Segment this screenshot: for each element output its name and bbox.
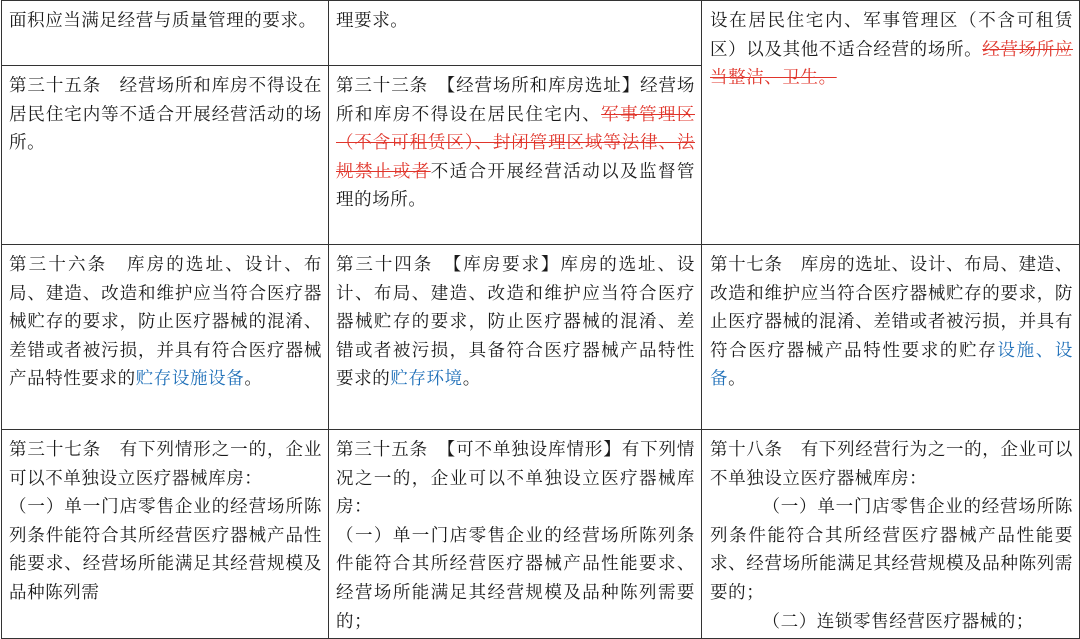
row3-col3-cell [702,245,1080,430]
row4-col2-cell [329,430,702,639]
row3-col1-tail: 。 [244,369,263,390]
table-row [2,1,1080,66]
row1-col2-text: 理要求。 [336,11,409,31]
row4-col1-head: 第三十七条 有下列情形之一的，企业可以不单独设立医疗器械库房： [9,440,322,489]
highlighted-text: 贮存环境 [390,369,463,390]
row2-col2-text-before: 第三十三条 【经营场所和库房选址】经营场所和库房不得设在居民住宅内、 [336,76,695,125]
row2-col2-cell [329,66,702,245]
row4-col3-item2: （二）连锁零售经营医疗器械的； [762,611,1034,632]
row3-col3-tail: 。 [728,369,747,390]
row4-col3-cell [702,430,1080,639]
row2-col1-cell [2,66,329,245]
row4-col2-head: 第三十五条 【可不单独设库情形】有下列情况之一的，企业可以不单独设立医疗器械库房： [336,440,695,518]
row3-col2-tail: 。 [462,369,481,390]
row1-col3-cell [702,1,1080,245]
row4-col2-item1: （一）单一门店零售企业的经营场所陈列条件能符合其所经营医疗器械产品性能要求、经营场所能满足其经营规模及品种陈列需要的； [336,525,695,632]
row1-col3-text: 设在居民住宅内、军事管理区（不含可租赁区）以及其他不适合经营的场所。 [710,11,1073,60]
row1-col1-cell [2,1,329,66]
row2-col1-text: 第三十五条 经营场所和库房不得设在居民住宅内等不适合开展经营活动的场所。 [9,76,322,154]
row1-col2-cell [329,1,702,66]
deleted-text: 军事管理区（不含可租赁区）、封闭管理区域等法律、法规禁止或者 [336,104,695,182]
table-row [2,430,1080,639]
highlighted-text: 贮存设施设备 [135,369,245,390]
table-row [2,245,1080,430]
row3-col1-text: 第三十六条 库房的选址、设计、布局、建造、改造和维护应当符合医疗器械贮存的要求，防止医疗器械的混淆、差错或者被污损，并具有符合医疗器械产品特性要求的 [9,255,322,390]
row3-col1-cell [2,245,329,430]
row3-col2-text: 第三十四条 【库房要求】库房的选址、设计、布局、建造、改造和维护应当符合医疗器械贮存的要求，防止医疗器械的混淆、差错或者被污损，具备符合医疗器械产品特性要求的 [336,255,695,390]
deleted-text: 经营场所应当整洁、卫生。 [710,39,1074,89]
highlighted-text: 设施、设备 [710,340,1074,390]
row4-col1-item1: （一）单一门店零售企业的经营场所陈列条件能符合其所经营医疗器械产品性能要求、经营场所能满足其经营规模及品种陈列需 [9,497,322,603]
row3-col3-text: 第十七条 库房的选址、设计、布局、建造、改造和维护应当符合医疗器械贮存的要求，防止医疗器械的混淆、差错或者被污损，并具有符合医疗器械产品特性要求的贮存 [710,255,1073,361]
regulation-comparison-table [1,0,1080,639]
row4-col3-item1: （一）单一门店零售企业的经营场所陈列条件能符合其所经营医疗器械产品性能要求、经营场所能满足其经营规模及品种陈列需要的； [710,497,1073,603]
row2-col2-text-after: 不适合开展经营活动以及监督管理的场所。 [336,161,696,211]
row3-col2-cell [329,245,702,430]
row1-col1-text: 面积应当满足经营与质量管理的要求。 [9,11,317,31]
row4-col1-cell [2,430,329,639]
row4-col3-head: 第十八条 有下列经营行为之一的，企业可以不单独设立医疗器械库房： [710,440,1073,489]
